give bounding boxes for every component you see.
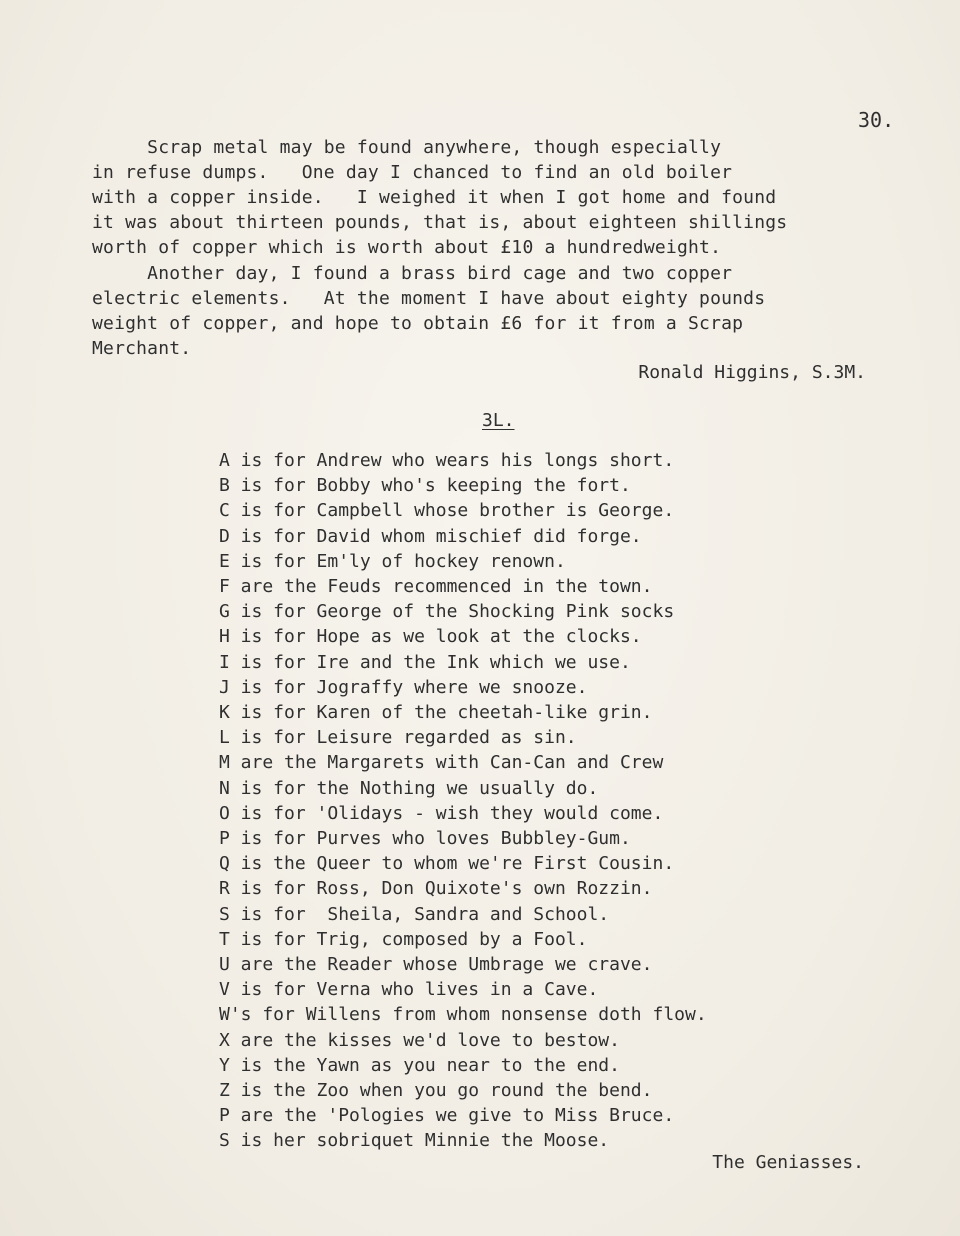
poem-line: T is for Trig, composed by a Fool. — [219, 928, 588, 950]
poem-author: The Geniasses. — [712, 1152, 864, 1173]
poem-line: Y is the Yawn as you near to the end. — [219, 1054, 620, 1076]
paragraph-line: Scrap metal may be found anywhere, though especially — [92, 137, 722, 158]
poem-line: E is for Em'ly of hockey renown. — [219, 550, 566, 572]
page-number: 30. — [858, 108, 895, 132]
poem-line: S is her sobriquet Minnie the Moose. — [219, 1130, 610, 1152]
alphabet-poem — [219, 448, 707, 1154]
poem-line: D is for David whom mischief did forge. — [219, 525, 642, 547]
poem-line: L is for Leisure regarded as sin. — [219, 727, 577, 749]
poem-line: H is for Hope as we look at the clocks. — [219, 626, 642, 648]
paragraph-line: Merchant. — [92, 338, 192, 359]
poem-line: M are the Margarets with Can-Can and Crew — [219, 752, 664, 774]
poem-line: B is for Bobby who's keeping the fort. — [219, 475, 631, 497]
poem-heading: 3L. — [482, 410, 515, 431]
article-paragraph-1 — [92, 135, 892, 260]
poem-line: R is for Ross, Don Quixote's own Rozzin. — [219, 878, 653, 900]
poem-line: N is for the Nothing we usually do. — [219, 777, 599, 799]
poem-line: C is for Campbell whose brother is George. — [219, 500, 675, 522]
poem-line: O is for 'Olidays - wish they would come. — [219, 802, 664, 824]
poem-line: F are the Feuds recommenced in the town. — [219, 576, 653, 598]
paragraph-line: Another day, I found a brass bird cage and two copper — [92, 263, 733, 284]
paragraph-line: in refuse dumps. One day I chanced to find an old boiler — [92, 162, 733, 183]
poem-line: P are the 'Pologies we give to Miss Bruce. — [219, 1105, 675, 1127]
poem-line: Z is the Zoo when you go round the bend. — [219, 1080, 653, 1102]
poem-line: K is for Karen of the cheetah-like grin. — [219, 702, 653, 724]
poem-line: G is for George of the Shocking Pink socks — [219, 601, 675, 623]
article-paragraph-2 — [92, 261, 892, 361]
paragraph-line: it was about thirteen pounds, that is, about eighteen shillings — [92, 212, 788, 233]
poem-line: U are the Reader whose Umbrage we crave. — [219, 954, 653, 976]
paragraph-line: with a copper inside. I weighed it when I got home and found — [92, 187, 777, 208]
poem-line: I is for Ire and the Ink which we use. — [219, 651, 631, 673]
poem-line: W's for Willens from whom nonsense doth flow. — [219, 1004, 707, 1026]
poem-line: X are the kisses we'd love to bestow. — [219, 1029, 620, 1051]
paragraph-line: weight of copper, and hope to obtain £6 for it from a Scrap — [92, 313, 744, 334]
paragraph-line: electric elements. At the moment I have about eighty pounds — [92, 288, 766, 309]
article-author: Ronald Higgins, S.3M. — [638, 362, 866, 383]
poem-line: P is for Purves who loves Bubbley-Gum. — [219, 828, 631, 850]
poem-line: Q is the Queer to whom we're First Cousin. — [219, 853, 675, 875]
poem-line: A is for Andrew who wears his longs short. — [219, 450, 675, 471]
poem-line: V is for Verna who lives in a Cave. — [219, 979, 599, 1001]
poem-line: S is for Sheila, Sandra and School. — [219, 903, 610, 925]
paragraph-line: worth of copper which is worth about £10 a hundredweight. — [92, 237, 722, 258]
poem-line: J is for Jograffy where we snooze. — [219, 676, 588, 698]
